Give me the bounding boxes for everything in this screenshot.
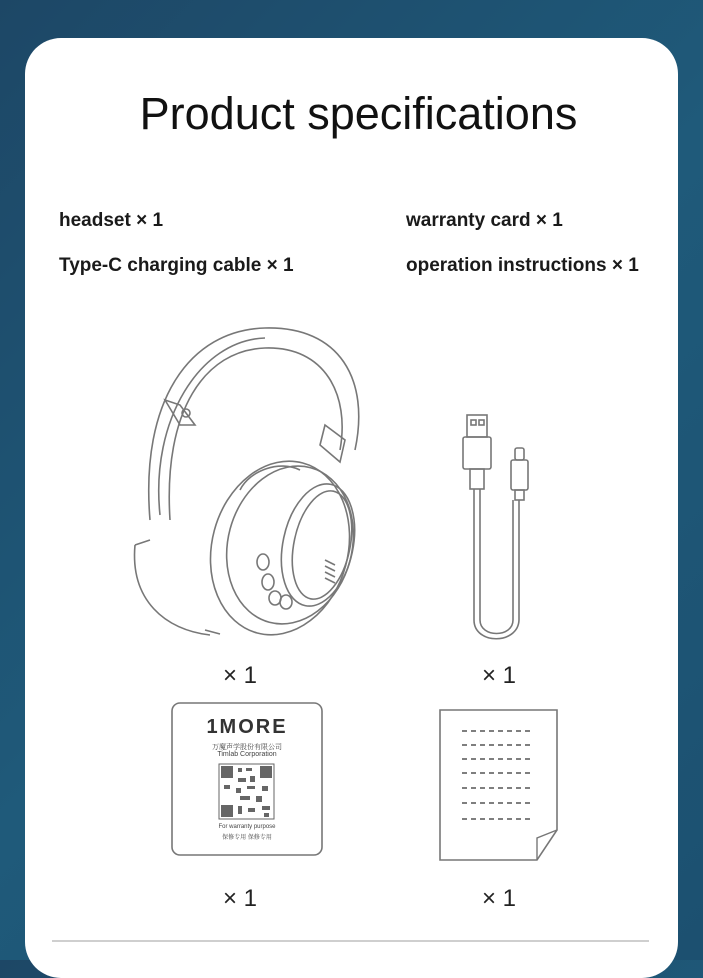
warranty-card-company-en: Timlab Corporation: [217, 751, 277, 758]
warranty-card-purpose-en: For warranty purpose: [218, 824, 276, 830]
cable-quantity: × 1: [482, 662, 517, 689]
warranty-card-quantity: × 1: [223, 885, 258, 912]
spec-operation-instructions: operation instructions × 1: [406, 255, 639, 276]
spec-warranty-card: warranty card × 1: [406, 210, 563, 231]
spec-headset: headset × 1: [59, 210, 164, 231]
headset-quantity: × 1: [223, 662, 258, 689]
warranty-card-brand: 1MORE: [206, 716, 288, 738]
divider: [52, 940, 649, 942]
spec-charging-cable: Type-C charging cable × 1: [59, 255, 294, 276]
page-title: Product specifications: [139, 88, 578, 139]
warranty-card-purpose-cn: 保修专用 保修专用: [222, 835, 272, 841]
instructions-quantity: × 1: [482, 885, 517, 912]
warranty-card-company-cn: 万魔声学股份有限公司: [212, 744, 282, 751]
